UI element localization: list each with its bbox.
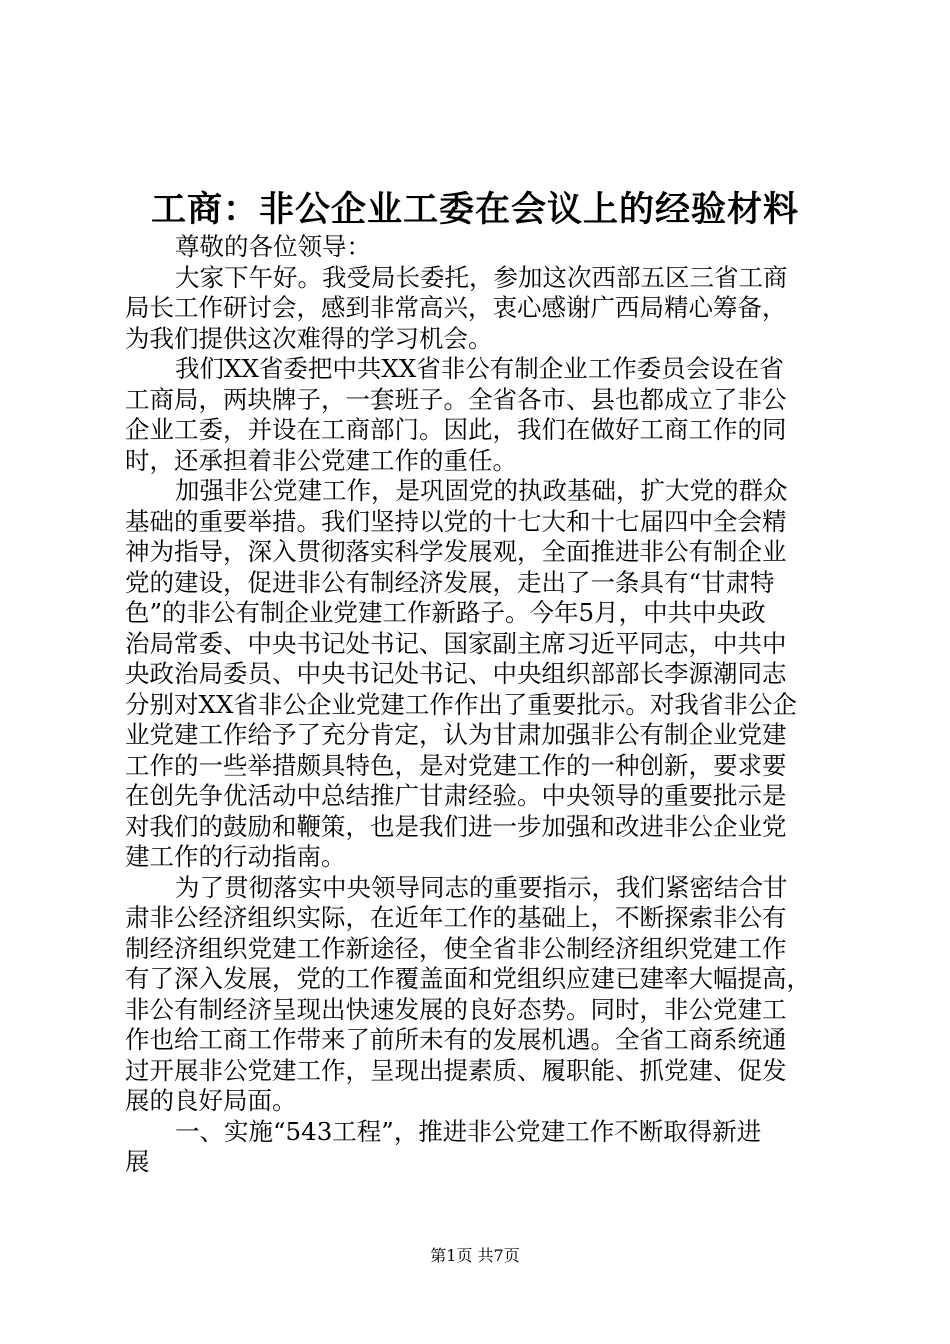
body-line: 色”的非公有制企业党建工作新路子。今年5月，中共中央政 (125, 598, 766, 627)
document-title: 工商：非公企业工委在会议上的经验材料 (150, 190, 799, 230)
body-line: 为了贯彻落实中央领导同志的重要指示，我们紧密结合甘 (175, 872, 788, 902)
body-line: 对我们的鼓励和鞭策，也是我们进一步加强和改进非公企业党 (125, 811, 787, 841)
document-body (125, 232, 835, 1178)
body-line: 作也给工商工作带来了前所未有的发展机遇。全省工商系统通 (125, 1025, 787, 1054)
body-line: 展的良好局面。 (125, 1086, 297, 1115)
page-footer: 第1页 共7页 (430, 1246, 520, 1265)
body-line: 分别对XX省非公企业党建工作作出了重要批示。对我省非公企 (125, 689, 797, 719)
body-line: 工商局，两块牌子，一套班子。全省各市、县也都成立了非公 (125, 384, 787, 414)
body-line: 有了深入发展，党的工作覆盖面和党组织应建已建率大幅提高， (125, 964, 811, 993)
body-line: 业党建工作给予了充分肯定，认为甘肃加强非公有制企业党建 (125, 720, 787, 749)
body-line: 局长工作研讨会，感到非常高兴，衷心感谢广西局精心筹备， (125, 293, 787, 322)
body-line: 基础的重要举措。我们坚持以党的十七大和十七届四中全会精 (125, 506, 787, 536)
body-line: 加强非公党建工作，是巩固党的执政基础，扩大党的群众 (175, 476, 788, 505)
body-line: 在创先争优活动中总结推广甘肃经验。中央领导的重要批示是 (125, 781, 787, 810)
body-line: 为我们提供这次难得的学习机会。 (125, 323, 493, 353)
body-line: 央政治局委员、中央书记处书记、中央组织部部长李源潮同志 (125, 659, 787, 688)
body-line: 制经济组织党建工作新途径，使全省非公制经济组织党建工作 (125, 933, 787, 963)
body-line: 工作的一些举措颇具特色，是对党建工作的一种创新，要求要 (125, 750, 787, 780)
body-line: 企业工委，并设在工商部门。因此，我们在做好工商工作的同 (125, 415, 787, 444)
body-line: 我们XX省委把中共XX省非公有制企业工作委员会设在省 (175, 354, 784, 383)
body-line: 党的建设，促进非公有制经济发展，走出了一条具有“甘肃特 (125, 567, 775, 597)
body-line: 展 (125, 1147, 150, 1176)
body-line: 建工作的行动指南。 (125, 842, 346, 871)
body-line: 尊敬的各位领导： (175, 232, 371, 261)
body-line: 治局常委、中央书记处书记、国家副主席习近平同志，中共中 (125, 628, 787, 658)
body-line: 神为指导，深入贯彻落实科学发展观，全面推进非公有制企业 (125, 537, 787, 566)
body-line: 一、实施“543工程”，推进非公党建工作不断取得新进 (175, 1116, 762, 1146)
body-line: 肃非公经济组织实际，在近年工作的基础上，不断探索非公有 (125, 903, 787, 932)
body-line: 大家下午好。我受局长委托，参加这次西部五区三省工商 (175, 262, 788, 292)
body-line: 非公有制经济呈现出快速发展的良好态势。同时，非公党建工 (125, 994, 787, 1024)
body-line: 过开展非公党建工作，呈现出提素质、履职能、抓党建、促发 (125, 1055, 787, 1085)
body-line: 时，还承担着非公党建工作的重任。 (125, 445, 517, 475)
